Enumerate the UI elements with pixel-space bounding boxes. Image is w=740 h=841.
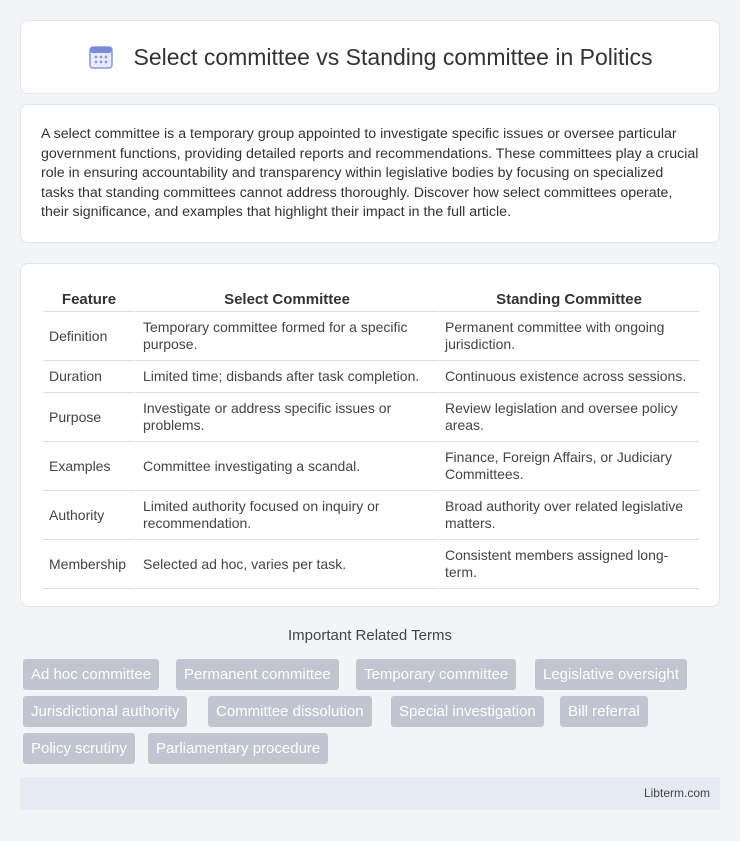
page-title: Select committee vs Standing committee in Politics: [133, 43, 653, 70]
comparison-card: [20, 263, 720, 607]
table-cell: Selected ad hoc, varies per task.: [135, 540, 437, 589]
table-row: [43, 442, 699, 491]
table-cell: Limited time; disbands after task completion.: [135, 361, 437, 393]
term-tag[interactable]: Policy scrutiny: [23, 733, 135, 764]
intro-card: [20, 104, 720, 243]
table-cell: Finance, Foreign Affairs, or Judiciary Committees.: [437, 442, 699, 491]
table-row: [43, 393, 699, 442]
term-tag[interactable]: Jurisdictional authority: [23, 696, 187, 727]
table-cell: Consistent members assigned long-term.: [437, 540, 699, 589]
table-cell: Temporary committee formed for a specific purpose.: [135, 312, 437, 361]
table-row: [43, 361, 699, 393]
table-cell: Committee investigating a scandal.: [135, 442, 437, 491]
term-tag[interactable]: Ad hoc committee: [23, 659, 159, 690]
table-header-row: [43, 284, 699, 312]
table-cell: Membership: [43, 540, 135, 589]
footer-link[interactable]: Libterm.com: [643, 786, 710, 800]
term-tag[interactable]: Special investigation: [391, 696, 544, 727]
related-terms-title: Important Related Terms: [288, 627, 452, 644]
comparison-table: [43, 284, 699, 589]
table-cell: Permanent committee with ongoing jurisdiction.: [437, 312, 699, 361]
column-header: Select Committee: [135, 284, 437, 312]
table-cell: Broad authority over related legislative matters.: [437, 491, 699, 540]
table-cell: Investigate or address specific issues or problems.: [135, 393, 437, 442]
term-tag[interactable]: Permanent committee: [176, 659, 339, 690]
calendar-icon: [88, 44, 114, 70]
term-tag[interactable]: Bill referral: [560, 696, 648, 727]
term-tag[interactable]: Committee dissolution: [208, 696, 372, 727]
table-row: [43, 491, 699, 540]
term-tag[interactable]: Legislative oversight: [535, 659, 687, 690]
intro-paragraph: A select committee is a temporary group appointed to investigate specific issues or oversee particular government functions, providing detailed reports and recommendations. These committees play a crucial role in ensuring accountability and transparency within legislative bodies by focusing on specialized tasks that standing committees cannot address thoroughly. Discover how select committees operate, their significance, and examples that highlight their impact in the full article.: [41, 126, 699, 220]
column-header: Standing Committee: [437, 284, 699, 312]
table-cell: Authority: [43, 491, 135, 540]
term-tag[interactable]: Parliamentary procedure: [148, 733, 328, 764]
table-cell: Duration: [43, 361, 135, 393]
column-header: Feature: [43, 284, 135, 312]
table-cell: Purpose: [43, 393, 135, 442]
table-cell: Examples: [43, 442, 135, 491]
table-row: [43, 312, 699, 361]
term-tag[interactable]: Temporary committee: [356, 659, 516, 690]
table-cell: Review legislation and oversee policy areas.: [437, 393, 699, 442]
table-cell: Continuous existence across sessions.: [437, 361, 699, 393]
table-cell: Definition: [43, 312, 135, 361]
table-cell: Limited authority focused on inquiry or recommendation.: [135, 491, 437, 540]
footer: [20, 777, 720, 810]
header-card: [20, 20, 720, 94]
table-row: [43, 540, 699, 589]
